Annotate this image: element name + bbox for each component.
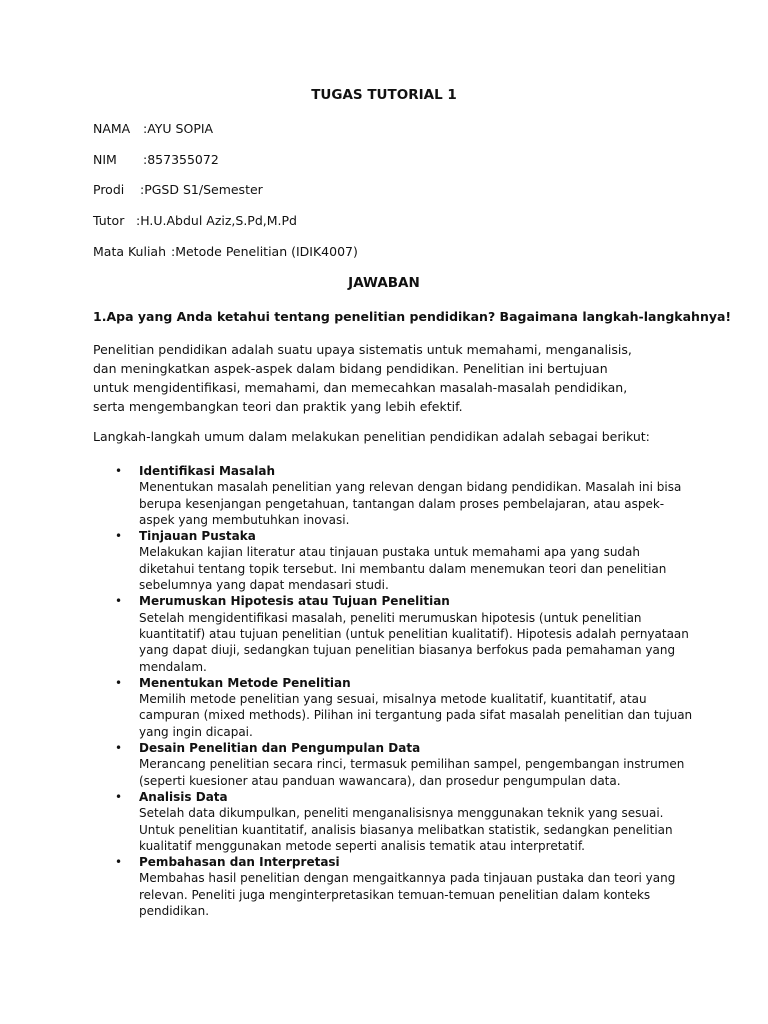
section-heading: JAWABAN xyxy=(348,275,420,291)
meta-row-mata-kuliah xyxy=(93,244,358,259)
step-text: Melakukan kajian literatur atau tinjauan pustaka untuk memahami apa yang sudah diketahui tentang topik tersebut. Ini membantu dalam menemukan teori dan penelitian sebelumnya yang dapat mendasari studi. xyxy=(139,545,667,593)
meta-label: NAMA xyxy=(93,121,131,136)
bullet-icon: • xyxy=(115,855,123,870)
step-text: Menentukan masalah penelitian yang relevan dengan bidang pendidikan. Masalah ini bisa berupa kesenjangan pengetahuan, tantangan dalam proses pembelajaran, atau aspek-aspek yang membutuhkan inovasi. xyxy=(139,480,682,527)
meta-label: Prodi xyxy=(93,182,125,197)
step-title: Merumuskan Hipotesis atau Tujuan Penelitian xyxy=(139,594,450,609)
meta-value: :H.U.Abdul Aziz,S.Pd,M.Pd xyxy=(136,213,297,228)
meta-row-prodi xyxy=(93,182,263,197)
meta-value: :857355072 xyxy=(143,152,219,167)
meta-value: :AYU SOPIA xyxy=(143,121,214,136)
meta-row-nim xyxy=(93,152,219,167)
meta-value: :PGSD S1/Semester xyxy=(140,182,263,197)
step-title: Menentukan Metode Penelitian xyxy=(139,675,351,690)
list-item xyxy=(93,463,693,528)
bullet-icon: • xyxy=(115,675,123,690)
step-text: Memilih metode penelitian yang sesuai, misalnya metode kualitatif, kuantitatif, atau campuran (mixed methods). Pilihan ini tergantung pada sifat masalah penelitian dan tujuan yang ingin dicapai. xyxy=(139,692,693,739)
meta-row-tutor xyxy=(93,213,297,228)
list-item xyxy=(93,789,693,854)
meta-label: Mata Kuliah xyxy=(93,244,167,259)
list-item xyxy=(93,528,693,593)
step-title: Analisis Data xyxy=(139,789,228,804)
bullet-icon: • xyxy=(115,789,123,804)
step-title: Pembahasan dan Interpretasi xyxy=(139,855,340,870)
document-title: TUGAS TUTORIAL 1 xyxy=(311,87,457,103)
step-text: Setelah data dikumpulkan, peneliti menganalisisnya menggunakan teknik yang sesuai. Untuk penelitian kuantitatif, analisis biasanya melibatkan statistik, sedangkan penelitian kualitatif menggunakan metode seperti analisis tematik atau interpretatif. xyxy=(139,806,673,853)
steps-list xyxy=(93,463,693,919)
bullet-icon: • xyxy=(115,464,123,478)
bullet-icon: • xyxy=(115,529,123,544)
list-item xyxy=(93,854,693,919)
meta-label: Tutor xyxy=(93,213,125,228)
list-item xyxy=(93,675,693,740)
question-text: 1.Apa yang Anda ketahui tentang penelitian pendidikan? Bagaimana langkah-langkahnya! xyxy=(93,309,732,324)
intro-paragraph: Penelitian pendidikan adalah suatu upaya sistematis untuk memahami, menganalisis, dan meningkatkan aspek-aspek dalam bidang pendidikan. Penelitian ini bertujuan untuk mengidentifikasi, memahami, dan memecahkan masalah-masalah pendidikan, serta mengembangkan teori dan praktik yang lebih efektif. xyxy=(93,342,632,414)
list-item xyxy=(93,593,693,674)
bullet-icon: • xyxy=(115,594,123,609)
meta-label: NIM xyxy=(93,152,117,167)
list-item xyxy=(93,740,693,789)
meta-value: :Metode Penelitian (IDIK4007) xyxy=(171,244,358,259)
steps-intro: Langkah-langkah umum dalam melakukan penelitian pendidikan adalah sebagai berikut: xyxy=(93,429,650,444)
step-text: Merancang penelitian secara rinci, termasuk pemilihan sampel, pengembangan instrumen (seperti kuesioner atau panduan wawancara), dan prosedur pengumpulan data. xyxy=(139,757,685,788)
bullet-icon: • xyxy=(115,741,123,756)
meta-row-nama xyxy=(93,121,213,136)
step-title: Desain Penelitian dan Pengumpulan Data xyxy=(139,741,421,756)
step-title: Identifikasi Masalah xyxy=(139,464,276,478)
step-text: Membahas hasil penelitian dengan mengaitkannya pada tinjauan pustaka dan teori yang relevan. Peneliti juga menginterpretasikan temuan-temuan penelitian dalam konteks pendidikan. xyxy=(139,871,676,919)
step-text: Setelah mengidentifikasi masalah, peneliti merumuskan hipotesis (untuk penelitian kuantitatif) atau tujuan penelitian (untuk penelitian kualitatif). Hipotesis adalah pernyataan yang dapat diuji, sedangkan tujuan penelitian biasanya berfokus pada pemahaman yang mendalam. xyxy=(139,610,689,674)
step-title: Tinjauan Pustaka xyxy=(139,529,256,544)
